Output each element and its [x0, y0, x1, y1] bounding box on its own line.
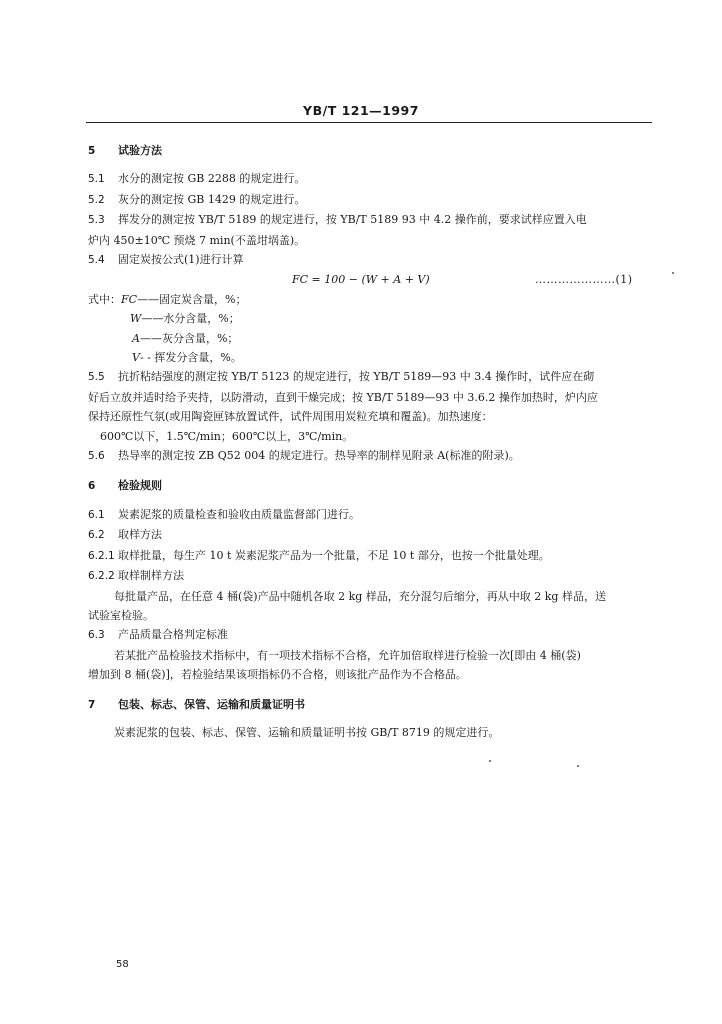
clause-number: 6.2 — [88, 529, 105, 542]
clause-number: 5.4 — [88, 254, 105, 267]
clause-6-2-1 — [88, 546, 654, 566]
clause-text: 炭素泥浆的质量检查和验收由质量监督部门进行。 — [118, 507, 360, 521]
clause-number: 6.2.1 — [88, 549, 115, 562]
section-5-heading — [88, 141, 654, 161]
definition-v: - - 挥发分含量，%。 — [139, 351, 242, 365]
clause-number: 6.3 — [88, 629, 105, 642]
clause-5-5-heating-rate: 600℃以下，1.5℃/min；600℃以上，3℃/min。 — [100, 429, 354, 443]
clause-number: 6.1 — [88, 508, 105, 521]
clause-5-4 — [88, 250, 654, 270]
section-title: 检验规则 — [118, 479, 162, 493]
clause-text: 水分的测定按 GB 2288 的规定进行。 — [118, 172, 306, 186]
clause-5-1 — [88, 169, 654, 189]
formula-number: …………………(1) — [535, 273, 633, 287]
clause-5-5-cont-2: 保持还原性气氛(或用陶瓷匣钵放置试件，试件周围用炭粒充填和覆盖)。加热速度： — [88, 410, 493, 424]
section-title: 包装、标志、保管、运输和质量证明书 — [118, 697, 305, 711]
clause-6-2-2-para: 每批量产品，在任意 4 桶(袋)产品中随机各取 2 kg 样品，充分混匀后缩分，再从中取 2 kg 样品，送 — [114, 589, 606, 603]
standard-code-header: YB/T 121—1997 — [303, 103, 419, 118]
page-number: 58 — [116, 959, 129, 970]
clause-number: 5.3 — [88, 214, 105, 227]
where-a — [88, 329, 654, 348]
scan-speck — [672, 272, 674, 274]
symbol-w: W — [130, 312, 142, 326]
clause-number: 5.5 — [88, 371, 105, 384]
clause-5-5-cont-1: 好后立放并适时给予夹持，以防滑动，直到干燥完成；按 YB/T 5189—93 中 3.6.2 操作加热时，炉内应 — [88, 390, 598, 404]
clause-6-1 — [88, 505, 654, 525]
clause-6-3-para-cont: 增加到 8 桶(袋)]，若检验结果该项指标仍不合格，则该批产品作为不合格品。 — [88, 668, 467, 682]
where-lead: 式中： — [88, 292, 121, 306]
symbol-v: V — [132, 351, 140, 365]
where-v — [88, 348, 654, 367]
section-7-para: 炭素泥浆的包装、标志、保管、运输和质量证明书按 GB/T 8719 的规定进行。 — [114, 725, 500, 739]
definition-fc: ——固定炭含量，%； — [137, 292, 247, 306]
clause-number: 5.6 — [88, 450, 105, 463]
clause-5-2 — [88, 190, 654, 210]
document-body — [88, 141, 654, 742]
definition-w: ——水分含量，%； — [141, 312, 240, 326]
clause-text: 取样批量，每生产 10 t 炭素泥浆产品为一个批量，不足 10 t 部分，也按一个批量处理。 — [118, 548, 550, 562]
scan-speck — [489, 760, 491, 762]
clause-number: 5.2 — [88, 193, 105, 206]
clause-6-3 — [88, 625, 654, 645]
clause-text: 取样制样方法 — [118, 569, 184, 583]
symbol-a: A — [132, 331, 140, 345]
formula-expression: FC = 100 − (W + A + V) — [292, 273, 430, 287]
section-title: 试验方法 — [118, 144, 162, 157]
clause-text: 产品质量合格判定标准 — [118, 628, 228, 642]
clause-6-3-para: 若某批产品检验技术指标中，有一项技术指标不合格，允许加倍取样进行检验一次[即由 4 桶(袋) — [114, 648, 581, 662]
clause-text: 取样方法 — [118, 528, 162, 542]
clause-text: 热导率的测定按 ZB Q52 004 的规定进行。热导率的制样见附录 A(标准的附录)。 — [118, 449, 520, 463]
scan-speck — [577, 765, 579, 767]
clause-5-3 — [88, 210, 654, 230]
header-rule — [86, 122, 652, 123]
clause-5-6 — [88, 446, 654, 466]
where-w — [88, 309, 654, 328]
formula-1 — [88, 270, 654, 289]
clause-6-2-2 — [88, 566, 654, 586]
clause-6-2 — [88, 525, 654, 545]
clause-number: 6.2.2 — [88, 570, 115, 583]
clause-text: 固定炭按公式(1)进行计算 — [118, 253, 244, 267]
definition-a: ——灰分含量，%； — [139, 331, 239, 345]
section-number: 7 — [88, 698, 96, 711]
clause-6-2-2-para-cont: 试验室检验。 — [88, 608, 154, 622]
symbol-fc: FC — [121, 292, 138, 306]
clause-text: 灰分的测定按 GB 1429 的规定进行。 — [118, 192, 306, 206]
clause-text: 挥发分的测定按 YB/T 5189 的规定进行，按 YB/T 5189 93 中 4.2 操作前，要求试样应置入电 — [118, 213, 587, 227]
section-number: 5 — [88, 145, 96, 157]
clause-5-3-cont: 炉内 450±10℃ 预烧 7 min(不盖坩埚盖)。 — [88, 233, 306, 247]
section-7-heading — [88, 695, 654, 715]
section-number: 6 — [88, 480, 96, 493]
section-6-heading — [88, 476, 654, 496]
clause-number: 5.1 — [88, 173, 105, 186]
where-fc — [88, 290, 654, 309]
clause-text: 抗折粘结强度的测定按 YB/T 5123 的规定进行，按 YB/T 5189—93 中 3.4 操作时，试件应在砌 — [118, 370, 595, 384]
clause-5-5 — [88, 367, 654, 387]
